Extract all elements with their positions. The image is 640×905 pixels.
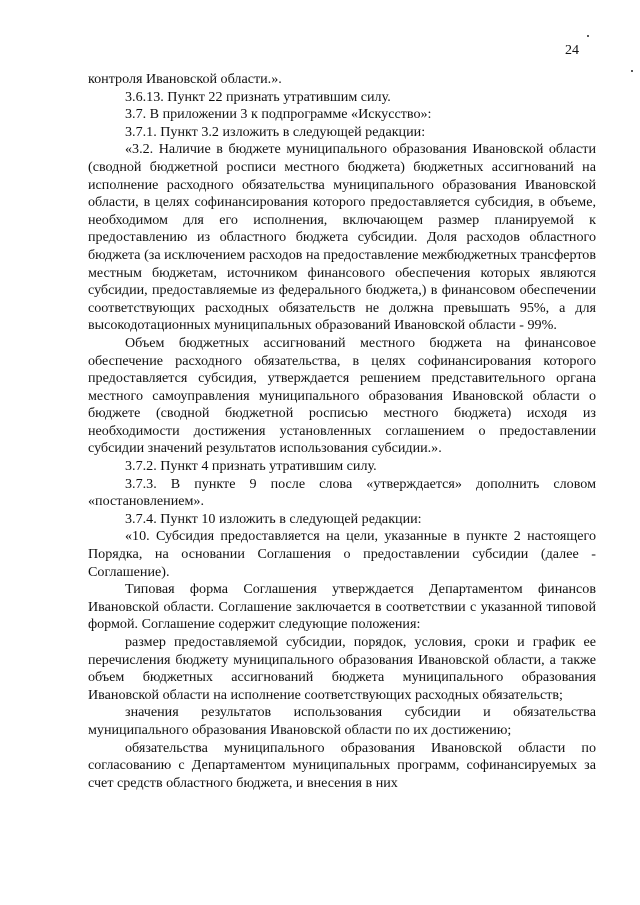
paragraph: 3.7.2. Пункт 4 признать утратившим силу. <box>125 458 377 475</box>
scan-mark <box>631 70 633 72</box>
paragraph: размер предоставляемой субсидии, порядок, условия, сроки и график ее перечисления бюджету муниципального образования Ивановской области, а также объем бюджетных ассигнований бюджета муниципального образования Ивановской области на исполнение соответствующих расходных обязательств; <box>88 634 596 703</box>
document-body <box>88 71 596 792</box>
paragraph: 3.7.4. Пункт 10 изложить в следующей редакции: <box>125 510 422 527</box>
paragraph: 3.7.1. Пункт 3.2 изложить в следующей редакции: <box>125 123 426 140</box>
page-number: 24 <box>565 43 579 58</box>
paragraph: Объем бюджетных ассигнований местного бюджета на финансовое обеспечение расходного обязательства, в целях софинансирования которого предоставляется субсидия, утверждается решением представительного органа местного самоуправления муниципального образования Ивановской области о бюджете (сводной бюджетной росписью местного бюджета) исходя из необходимости достижения установленных соглашением о предоставлении субсидии значений результатов использования субсидии.». <box>88 334 596 457</box>
paragraph: 3.6.13. Пункт 22 признать утратившим силу. <box>125 88 391 105</box>
paragraph: контроля Ивановской области.». <box>88 71 282 87</box>
paragraph: «10. Субсидия предоставляется на цели, указанные в пункте 2 настоящего Порядка, на основании Соглашения о предоставлении субсидии (далее - Соглашение). <box>88 528 596 580</box>
paragraph: обязательства муниципального образования Ивановской области по согласованию с Департаментом муниципальных программ, софинансируемых за счет средств областного бюджета, и внесения в них <box>88 739 596 791</box>
scan-mark <box>587 35 589 37</box>
paragraph: «3.2. Наличие в бюджете муниципального образования Ивановской области (сводной бюджетной росписи местного бюджета) бюджетных ассигнований на исполнение расходного обязательства муниципального образования Ивановской области, в целях софинансирования которого предоставляется субсидия, в объеме, необходимом для его исполнения, включающем размер планируемой к предоставлению из областного бюджета субсидии. Доля расходов областного бюджета (за исключением расходов на предоставление межбюджетных трансфертов местным бюджетам, источником финансового обеспечения которых являются субсидии, предоставляемые из федерального бюджета,) в финансовом обеспечении соответствующих расходных обязательств не должна превышать 95%, а для высокодотационных муниципальных образований Ивановской области - 99%. <box>88 141 596 334</box>
paragraph: 3.7.3. В пункте 9 после слова «утверждается» дополнить словом «постановлением». <box>88 475 596 510</box>
paragraph: Типовая форма Соглашения утверждается Департаментом финансов Ивановской области. Соглашение заключается в соответствии с указанной типовой формой. Соглашение содержит следующие положения: <box>88 581 596 633</box>
paragraph: значения результатов использования субсидии и обязательства муниципального образования Ивановской области по их достижению; <box>88 704 596 738</box>
paragraph: 3.7. В приложении 3 к подпрограмме «Искусство»: <box>125 106 432 123</box>
